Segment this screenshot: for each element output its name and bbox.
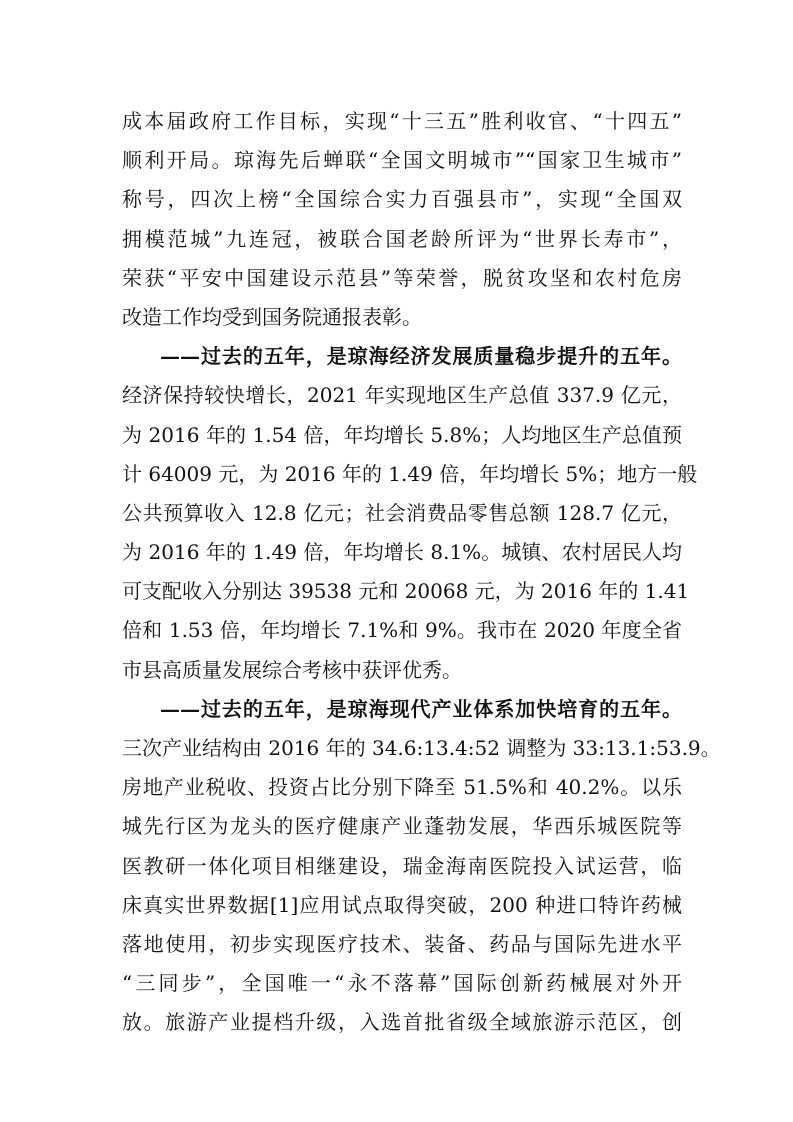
paragraph-line: 城先行区为龙头的医疗健康产业蓬勃发展，华西乐城医院等 <box>122 814 682 839</box>
paragraph-line: 公共预算收入 12.8 亿元；社会消费品零售总额 128.7 亿元， <box>122 500 682 525</box>
paragraph-line: 三次产业结构由 2016 年的 34.6:13.4:52 调整为 33:13.1:53.9。 <box>122 736 721 760</box>
paragraph-line: 称号，四次上榜“全国综合实力百强县市”，实现“全国双 <box>122 187 682 212</box>
paragraph-line: 床真实世界数据[1]应用试点取得突破，200 种进口特许药械 <box>122 892 682 917</box>
paragraph-line: 成本届政府工作目标，实现“十三五”胜利收官、“十四五” <box>122 109 682 133</box>
document-body <box>122 102 721 1043</box>
paragraph-line: 放。旅游产业提档升级，入选首批省级全域旅游示范区，创 <box>122 1010 682 1035</box>
paragraph-line: 拥模范城”九连冠，被联合国老龄所评为“世界长寿市”， <box>122 226 682 251</box>
paragraph-line: 市县高质量发展综合考核中获评优秀。 <box>122 657 462 682</box>
paragraph-line: 可支配收入分别达 39538 元和 20068 元，为 2016 年的 1.41 <box>122 579 690 604</box>
paragraph-line: 倍和 1.53 倍，年均增长 7.1%和 9%。我市在 2020 年度全省 <box>122 618 682 643</box>
paragraph-line: 为 2016 年的 1.49 倍，年均增长 8.1%。城镇、农村居民人均 <box>122 540 682 565</box>
paragraph-line: 计 64009 元，为 2016 年的 1.49 倍，年均增长 5%；地方一般 <box>122 461 698 486</box>
paragraph-line: 经济保持较快增长，2021 年实现地区生产总值 337.9 亿元， <box>122 383 682 408</box>
paragraph-line: 顺利开局。琼海先后蝉联“全国文明城市”“国家卫生城市” <box>122 148 682 173</box>
paragraph-line: 荣获“平安中国建设示范县”等荣誉，脱贫攻坚和农村危房 <box>122 265 682 290</box>
paragraph-line: 改造工作均受到国务院通报表彰。 <box>122 304 422 329</box>
paragraph-line: 医教研一体化项目相继建设，瑞金海南医院投入试运营，临 <box>122 853 682 878</box>
section-heading: ——过去的五年，是琼海现代产业体系加快培育的五年。 <box>160 696 682 721</box>
paragraph-line: “三同步”，全国唯一“永不落幕”国际创新药械展对外开 <box>122 971 682 996</box>
section-heading: ——过去的五年，是琼海经济发展质量稳步提升的五年。 <box>160 344 682 369</box>
paragraph-line: 为 2016 年的 1.54 倍，年均增长 5.8%；人均地区生产总值预 <box>122 422 682 447</box>
paragraph-line: 房地产业税收、投资占比分别下降至 51.5%和 40.2%。以乐 <box>122 775 682 800</box>
paragraph-line: 落地使用，初步实现医疗技术、装备、药品与国际先进水平 <box>122 931 682 956</box>
